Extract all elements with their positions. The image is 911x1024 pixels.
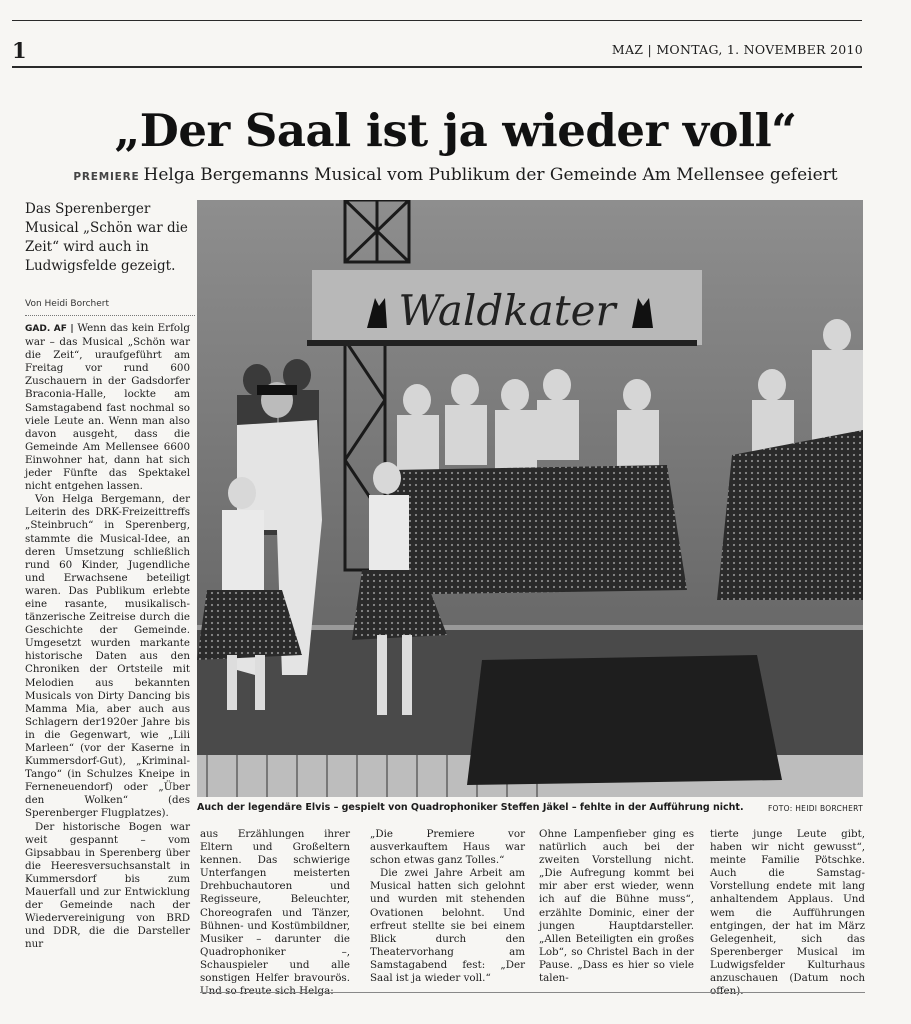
- article-column-2: [200, 828, 350, 998]
- header-rule: [12, 66, 862, 68]
- article-paragraph: „Die Premiere vor ausverkauftem Haus war schon etwas ganz Tolles.“: [370, 828, 525, 867]
- dateline: GAD. AF |: [25, 324, 74, 334]
- article-photo: [197, 200, 863, 797]
- byline: Von Heidi Borchert: [25, 299, 195, 316]
- article-paragraph: Ohne Lampenfieber ging es natürlich auch bei der zweiten Vorstellung nicht. „Die Aufregung kommt bei mir aber erst wieder, wenn ich auf die Bühne muss“, erzählte Dominic, einer der jungen Hauptdarsteller. „Allen Beteiligten ein großes Lob“, so Christel Bach in der Pause. „Dass es hier so viele talen-: [539, 828, 694, 985]
- waldkater-sign: Waldkater: [398, 286, 616, 335]
- article-column-4: [539, 828, 694, 985]
- article-paragraph: aus Erzählungen ihrer Eltern und Großeltern kennen. Das schwierige Unterfangen meisterten Drehbuchautoren und Regisseure, Beleuchter, Choreografen und Tänzer, Bühnen- und Kostümbildner, Musiker – darunter die Quadrophoniker –, Schauspieler und alle sonstigen Helfer bravourös.: [200, 828, 350, 985]
- top-rule: [12, 20, 862, 21]
- article-paragraph: Die zwei Jahre Arbeit am Musical hatten sich gelohnt und wurden mit stehenden Ovationen belohnt. Und erfreut stellte sie bei einem Blick durch den Theatervorhang am Samstagabend fest: „Der Saal ist ja wieder voll.“: [370, 867, 525, 985]
- article-column-3: [370, 828, 525, 985]
- bottom-rule: [200, 992, 865, 993]
- kicker: PREMIERE: [73, 171, 140, 183]
- photo-caption: Auch der legendäre Elvis – gespielt von Quadrophoniker Steffen Jäkel – fehlte in der Aufführung nicht.: [197, 802, 744, 813]
- stage-photo-illustration: [197, 200, 863, 797]
- subheadline: Helga Bergemanns Musical vom Publikum der Gemeinde Am Mellensee gefeiert: [143, 165, 838, 185]
- photo-credit: FOTO: HEIDI BORCHERT: [767, 804, 863, 813]
- article-column-1: [25, 322, 190, 952]
- paragraph-text: Wenn das kein Erfolg war – das Musical „Schön war die Zeit“, uraufgeführt am Freitag vor rund 600 Zuschauern in der Gadsdorfer Braconia-Halle, lockte am Samstagabend fast nochmal so viele Leute an. Wenn man also davon ausgeht, dass die Gemeinde Am Mellensee 6600 Einwohner hat, dann hat sich jeder Fünfte das Spektakel nicht entgehen lassen.: [25, 322, 190, 493]
- article-paragraph: [25, 322, 190, 493]
- article-paragraph: tierte junge Leute gibt, haben wir nicht gewusst“, meinte Familie Pötschke. Auch die Samstag-Vorstellung endete mit lang anhaltendem Applaus. Und wem die Aufführungen entgingen, der hat im März Gelegenheit, sich das Sperenberger Musical im Ludwigsfelder Kulturhaus anzuschauen (Datum noch: [710, 828, 865, 985]
- headline: „Der Saal ist ja wieder voll“: [114, 104, 797, 157]
- lead-paragraph: Das Sperenberger Musical „Schön war die Zeit“ wird auch in Ludwigsfelde gezeigt.: [25, 201, 188, 274]
- article-paragraph: Der historische Bogen war weit gespannt – vom Gipsabbau in Sperenberg über die Heeresversuchsanstalt in Kummersdorf bis zum Mauerfall und zur Entwicklung der Gemeinde nach der Wiedervereinigung von BRD und DDR, die die Darsteller nur: [25, 820, 190, 951]
- masthead: MAZ | MONTAG, 1. NOVEMBER 2010: [611, 42, 863, 57]
- stage-monitor: [467, 655, 782, 785]
- page-number: 1: [12, 38, 27, 63]
- article-paragraph: Von Helga Bergemann, der Leiterin des DRK-Freizeittreffs „Steinbruch“ in Sperenberg, stammte die Musical-Idee, an deren Umsetzung schließlich rund 60 Kinder, Jugendliche und Erwachsene beteiligt waren. Das Publikum erlebte eine rasante, musikalisch-tänzerische Zeitreise durch die Geschichte der Gemeinde. Umgesetzt wurden markante historische Daten aus den Chroniken der Ortsteile mit Melodien aus bekannten Musicals von Dirty Dancing bis Mamma Mia, aber auch aus Schlagern der1920er Jahre bis in die Gegenwart, wie „Lili Marleen“ (vor der Kaserne in Kummersdorf-Gut), „Kriminal-Tango“ (in Schulzes Kneipe in Ferneneuendorf) oder „Über den Wolken“ (des Sperenberger Flugplatzes).: [25, 493, 190, 820]
- article-column-5: [710, 828, 865, 998]
- subheadline-line: [0, 165, 911, 185]
